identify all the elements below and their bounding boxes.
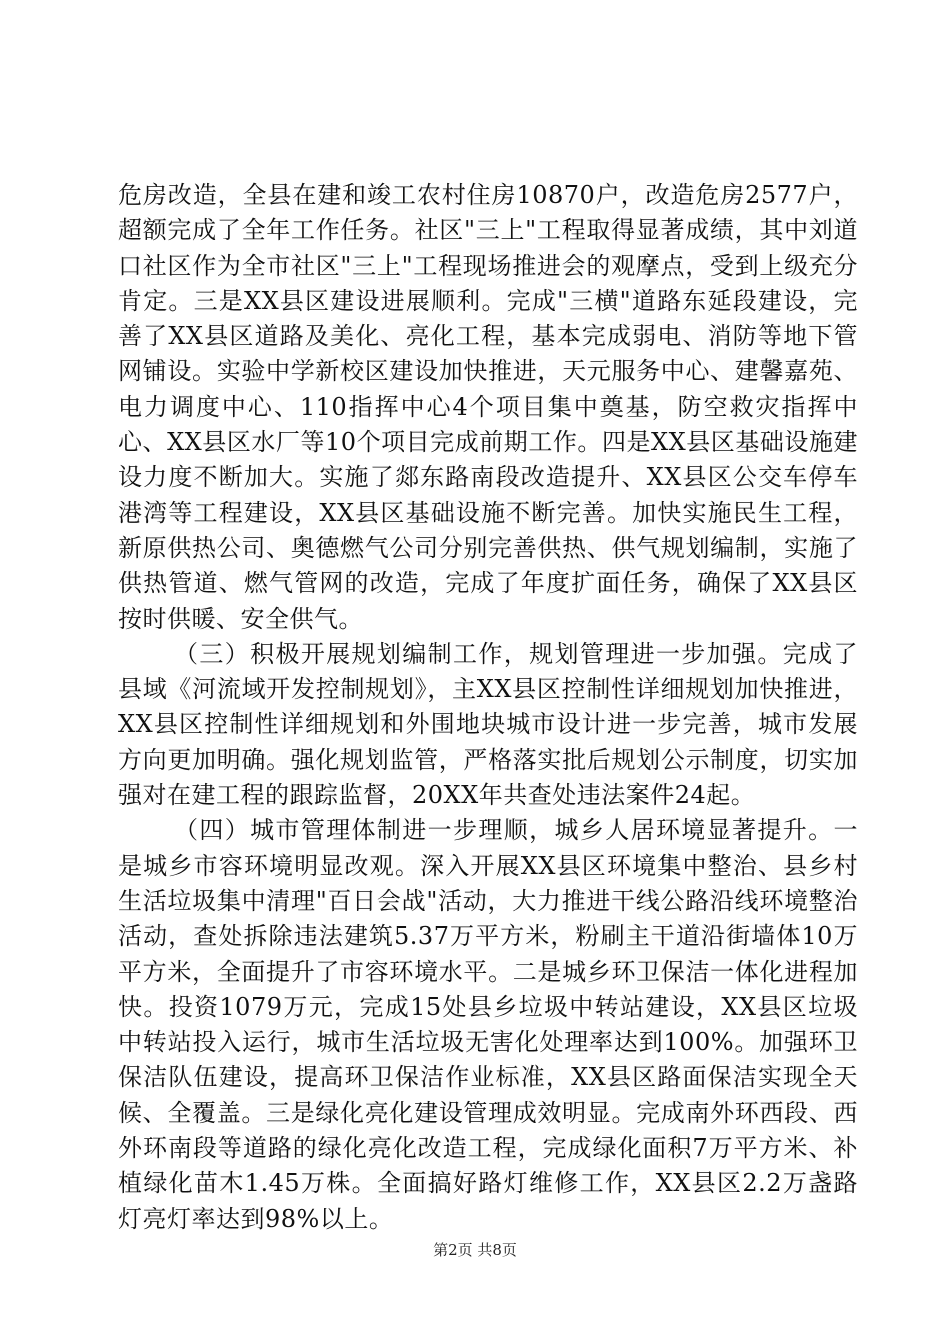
paragraph-urban-management: （四）城市管理体制进一步理顺，城乡人居环境显著提升。一是城乡市容环境明显改观。深入开展XX县区环境集中整治、县乡村生活垃圾集中清理"百日会战"活动，大力推进干线公路沿线环境整治活动，查处拆除违法建筑5.37万平方米，粉刷主干道沿街墙体10万平方米，全面提升了市容环境水平。二是城乡环卫保洁一体化进程加快。投资1079万元，完成15处县乡垃圾中转站建设，XX县区垃圾中转站投入运行，城市生活垃圾无害化处理率达到100%。加强环卫保洁队伍建设，提高环卫保洁作业标准，XX县区路面保洁实现全天候、全覆盖。三是绿化亮化建设管理成效明显。完成南外环西段、西外环南段等道路的绿化亮化改造工程，完成绿化面积7万平方米、补植绿化苗木1.45万株。全面搞好路灯维修工作，XX县区2.2万盏路灯亮灯率达到98%以上。	[118, 816, 858, 1233]
page-number-footer: 第2页 共8页	[433, 1241, 517, 1259]
paragraph-housing-and-construction: 危房改造，全县在建和竣工农村住房10870户，改造危房2577户，超额完成了全年工作任务。社区"三上"工程取得显著成绩，其中刘道口社区作为全市社区"三上"工程现场推进会的观摩点，受到上级充分肯定。三是XX县区建设进展顺利。完成"三横"道路东延段建设，完善了XX县区道路及美化、亮化工程，基本完成弱电、消防等地下管网铺设。实验中学新校区建设加快推进，天元服务中心、建馨嘉苑、电力调度中心、110指挥中心4个项目集中奠基，防空救灾指挥中心、XX县区水厂等10个项目完成前期工作。四是XX县区基础设施建设力度不断加大。实施了郯东路南段改造提升、XX县区公交车停车港湾等工程建设，XX县区基础设施不断完善。加快实施民生工程，新原供热公司、奥德燃气公司分别完善供热、供气规划编制，实施了供热管道、燃气管网的改造，完成了年度扩面任务，确保了XX县区按时供暖、安全供气。	[118, 181, 858, 633]
paragraph-planning: （三）积极开展规划编制工作，规划管理进一步加强。完成了县域《河流域开发控制规划》，主XX县区控制性详细规划加快推进，XX县区控制性详细规划和外围地块城市设计进一步完善，城市发展方向更加明确。强化规划监管，严格落实批后规划公示制度，切实加强对在建工程的跟踪监督，20XX年共查处违法案件24起。	[118, 639, 858, 810]
document-body	[118, 178, 858, 1237]
